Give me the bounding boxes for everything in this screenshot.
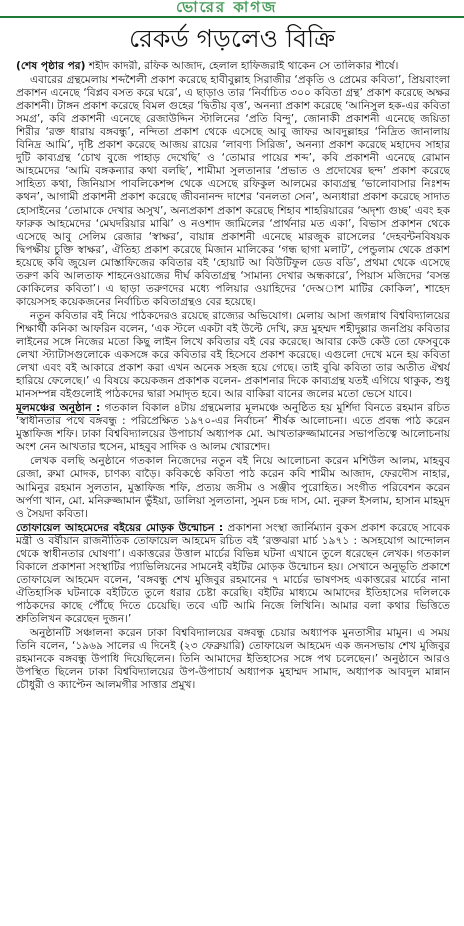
subheading-main-stage: মূলমঞ্চের অনুষ্ঠান : [16,402,101,415]
article-intro [16,60,450,73]
paragraph-4: লেখক বলছি অনুষ্ঠানে গতকাল নিজেদের নতুন বই নিয়ে আলোচনা করেন মশিউল আলম, মাহবুব রেজা, রুমা মোদক, চাণক্য বাড়ৈ। কবিকণ্ঠে কবিতা পাঠ করেন কবি শামীম আজাদ, ফেরদৌস নাহার, আমিনুর রহমান সুলতান, মুস্তাফিজ শফি, প্রত্যয় জসীম ও সঞ্জীব পুরোহিত। সংগীত পরিবেশন করেন অর্পণা খান, মো. মনিরুজ্জামান ভুঁইয়া, ডালিয়া সুলতানা, সুমন চন্দ্র দাস, মো. নুরুল ইসলাম, হাসান মাহমুদ ও সৈয়দা কবিতা। [16,455,450,520]
paragraph-5 [16,522,450,626]
subheading-book-launch: তোফায়েল আহমেদের বইয়ের মোড়ক উন্মোচন : [16,521,224,534]
paragraph-3 [16,402,450,454]
masthead-strip [0,0,464,18]
paragraph-6: অনুষ্ঠানটি সঞ্চালনা করেন ঢাকা বিশ্ববিদ্যালয়ের বঙ্গবন্ধু চেয়ার অধ্যাপক মুনতাসীর মামুন। এ সময় তিনি বলেন, ‘১৯৬৯ সালের এ দিনেই (২৩ ফেব্রুয়ারি) তোফায়েল আহমেদ এক জনসভায় শেখ মুজিবুর রহমানকে বঙ্গবন্ধু উপাধি দিয়েছিলেন। তিনি আমাদের ইতিহাসের সঙ্গে পথ চলেছেন।’ অনুষ্ঠানে আরও উপস্থিত ছিলেন ঢাকা বিশ্ববিদ্যালয়ের উপ-উপাচার্য অধ্যাপক মুহাম্মদ সামাদ, অধ্যাপক আবদুল মান্নান চৌধুরী ও ক্যাপ্টেন আলমগীর সাত্তার প্রমুখ। [16,627,450,692]
paragraph-1: এবারের গ্রন্থমেলায় শব্দশৈলী প্রকাশ করেছে হাবীবুল্লাহ সিরাজীর ‘প্রকৃতি ও প্রেমের কবিতা’, প্রিয়বাংলা প্রকাশন এনেছে ‘বিপ্লব বসত করে ঘরে’, এ ছাড়াও তার ‘নির্বাচিত ৩০০ কবিতা গ্রন্থ’ প্রকাশ করেছে অক্ষর প্রকাশনী। টাঙ্গন প্রকাশ করেছে বিমল গুহের ‘দ্বিতীয় বৃত্ত’, অনন্যা প্রকাশ করেছে ‘আনিসুল হক-এর কবিতা সমগ্র’, কবি প্রকাশনী এনেছে রেজাউদ্দিন স্টালিনের ‘প্রতি বিন্দু’, জোনাকী প্রকাশনী এনেছে জয়িতা শিরীর ‘রক্ত ধারায় বঙ্গবন্ধু’, নন্দিতা প্রকাশ থেকে এসেছে আবু জাফর আবদুল্লাহর ‘নিদ্রিত জানালায় বিনিদ্র আমি’, দৃষ্টি প্রকাশ করেছে আজয় রায়ের ‘লাবণ্য সিরিজ’, অনন্যা প্রকাশ করেছে মহাদেব সাহার দুটি কাব্যগ্রন্থ ‘চোখ বুজে পাহাড় দেখেছি’ ও ‘তোমার পায়ের শব্দ’, কবি প্রকাশনী এনেছে রোমান আহমেদের ‘আমি বঙ্গকন্যার কথা বলছি’, শামীমা সুলতানার ‘প্রভাত ও প্রদোষের ছন্দ’ প্রকাশ করেছে সাহিত্য কথা, জিনিয়াস পাবলিকেশন্স থেকে এসেছে রফিকুল আলমের কাব্যগ্রন্থ ‘ভালোবাসার নিঃশব্দ কথন’, আগামী প্রকাশনী প্রকাশ করেছে জীবনানন্দ দাশের ‘বনলতা সেন’, অন্যধারা প্রকাশ করেছে সাদাত হোসাইনের ‘তোমাকে দেখার অসুখ’, অন্যপ্রকাশ প্রকাশ করেছে শিহাব শাহরিয়ারের ‘অদৃশ্য গুচ্ছ’ এবং হক ফারুক আহমেদের ‘মেঘদরিয়ার মাঝি’ ও নওশাদ জামিলের ‘প্রার্থনার মত একা’, বিভাস প্রকাশন থেকে এসেছে আবু সেলিম রেজার ‘স্বাক্ষর’, বায়ান্ন প্রকাশনী এনেছে মারজুক রাসেলের ‘দেহবন্টনবিষয়ক দ্বিপক্ষীয় চুক্তি স্বাক্ষর’, ঐতিহ্য প্রকাশ করেছে মিজান মালিকের ‘গন্ধ ছাগা মলাট’, পেন্ডুলাম থেকে প্রকাশ হয়েছে কবি জুয়েল মোস্তাফিজের কবিতার বই ‘হোয়াট আ বিউটিফুল ডেড বডি’, প্রথমা থেকে এসেছে তরুণ কবি আলতাফ শাহনেওয়াজের দীর্ঘ কবিতাগ্রন্থ ‘সামান্য দেখার অন্ধকারে’, পিয়াস মজিদের ‘বসন্ত কোকিলের কবিতা’। এ ছাড়া তরুণদের মধ্যে পলিয়ার ওয়াহিদের ‘দেঅাশ মাটির কোকিল’, শাহেদ কায়েসসহ কয়েকজনের নির্বাচিত কবিতাগ্রন্থও বের হয়েছে। [16,74,450,308]
article-body [16,60,450,920]
masthead-logo: ভোরের কাগজ [176,0,278,14]
continuation-label: (শেষ পৃষ্ঠার পর) [16,60,86,72]
intro-text: শহীদ কাদরী, রফিক আজাদ, হেলাল হাফিজরাই থাকেন সে তালিকার শীর্ষে। [88,60,399,72]
article-headline: রেকর্ড গড়লেও বিক্রি [128,24,336,53]
paragraph-3-text: গতকাল বিকাল ৪টায় গ্রন্থমেলার মূলমঞ্চে অনুষ্ঠিত হয় মুর্শিদা বিনতে রহমান রচিত ‘স্বাধীনতার পথে বঙ্গবন্ধু : পরিপ্রেক্ষিত ১৯৭০-এর নির্বাচন’ শীর্ষক আলোচনা। এতে প্রবন্ধ পাঠ করেন মুস্তাফিজ শফি। ঢাকা বিশ্ববিদ্যালয়ের উপাচার্য অধ্যাপক মো. আখতারুজ্জামানের সভাপতিত্বে আলোচনায় অংশ নেন আখতার হুসেন, মাহবুব সাদিক ও আলম খোরশেদ। [16,402,450,454]
paragraph-2: নতুন কবিতার বই নিয়ে পাঠকদেরও রয়েছে রাজ্যের অভিযোগ। মেলায় আসা জগন্নাথ বিশ্ববিদ্যালয়ের শিক্ষার্থী কনিকা আফরিন বলেন, ‘এক স্টলে একটা বই উল্টে দেখি, রুদ্র মুহম্মদ শহীদুল্লার জনপ্রিয় কবিতার লাইনের সঙ্গে নিজের মতো কিছু লাইন লিখে কবিতার বই বের করেছে। আবার কেউ কেউ তো ফেসবুকে লেখা স্ট্যাটাসগুলোকে একসঙ্গে করে কবিতার বই হিসেবে প্রকাশ করেছে। এগুলো দেখে মনে হয় কবিতা লেখা এবং বই আকারে প্রকাশ করা এখন অনেক সহজ হয়ে গেছে। তাই বুঝি কবিতা তার অতীত ঐশ্বর্য হারিয়ে ফেলেছে।’ এ বিষয়ে কয়েকজন প্রকাশক বলেন- প্রকাশনার দিকে কাব্যগ্রন্থ যতই এগিয়ে থাকুক, শুধু মানসম্পন্ন বইগুলোই পাঠকদের দ্বারা সমাদৃত হবে। আর বাকিরা বানের জলের মতো ভেসে যাবে। [16,309,450,401]
paragraph-5-text: প্রকাশনা সংস্থা জার্নিম্যান বুকস প্রকাশ করেছে সাবেক মন্ত্রী ও বর্ষীয়ান রাজনীতিক তোফায়েল আহমেদ রচিত বই ‘রক্তঝরা মার্চ ১৯৭১ : অসহযোগ আন্দোলন থেকে স্বাধীনতার ঘোষণা’। একাত্তরের উত্তাল মার্চের বিভিন্ন ঘটনা এখানে তুলে ধরেছেন লেখক। গতকাল বিকালে প্রকাশনা সংস্থাটির প্যাভিলিয়নের সামনেই বইটির মোড়ক উন্মোচন হয়। সেখানে অনুভূতি প্রকাশে তোফায়েল আহমেদ বলেন, ‘বঙ্গবন্ধু শেখ মুজিবুর রহমানের ৭ মার্চের ভাষণসহ একাত্তরের মার্চের নানা ঐতিহাসিক ঘটনাকে বইটিতে তুলে ধরার চেষ্টা করেছি। বইটির মাধ্যমে আমাদের ইতিহাসের দলিলকে পাঠকদের কাছে পৌঁছে দিতে চেয়েছি। তবে এটি আমি নিজে লিখিনি। আমার বলা কথার ভিত্তিতে শ্রুতিলিখন করেছেন দুজন।’ [16,521,450,625]
